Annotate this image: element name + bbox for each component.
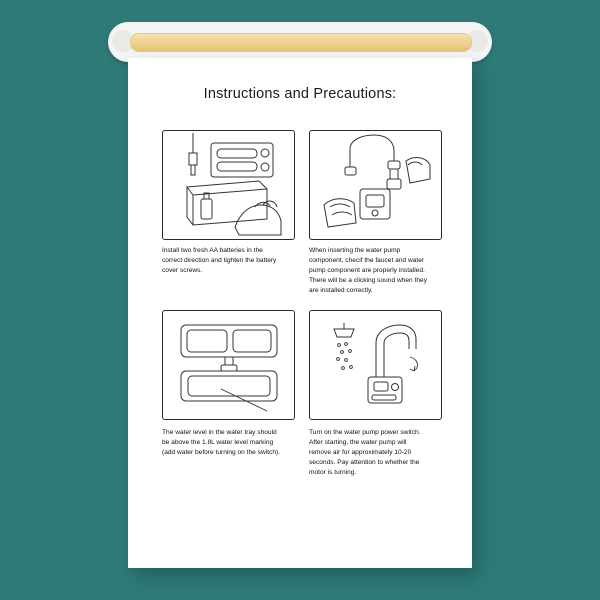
instruction-sheet: [128, 58, 472, 568]
hanging-rail: [108, 22, 492, 62]
rail-bar: [130, 33, 472, 52]
instruction-panel-3: [162, 310, 295, 477]
water-tray-level-illustration: [162, 310, 295, 420]
instruction-panel-1: [162, 130, 295, 306]
battery-install-illustration: [162, 130, 295, 240]
instruction-panel-2: [309, 130, 442, 306]
pump-power-switch-illustration: [309, 310, 442, 420]
panel-caption-1: Install two fresh AA batteries in the correct direction and tighten the battery cover screws.: [162, 247, 277, 274]
instruction-panel-4: [309, 310, 442, 477]
panel-caption-3: The water level in the water tray should be above the 1.8L water level marking (add water before turning on the switch).: [162, 429, 281, 456]
faucet-pump-insert-illustration: [309, 130, 442, 240]
panel-caption-4: Turn on the water pump power switch. After starting, the water pump will remove air for approximately 10-20 seconds. Pay attention to whether the motor is turning.: [309, 429, 421, 476]
page-title: Instructions and Precautions:: [203, 86, 397, 102]
panel-grid: [162, 130, 442, 481]
panel-caption-2: When inserting the water pump component, checif the faucet and water pump component are properly installed. There will be a clicking sound when they are installed correctly.: [309, 247, 428, 294]
